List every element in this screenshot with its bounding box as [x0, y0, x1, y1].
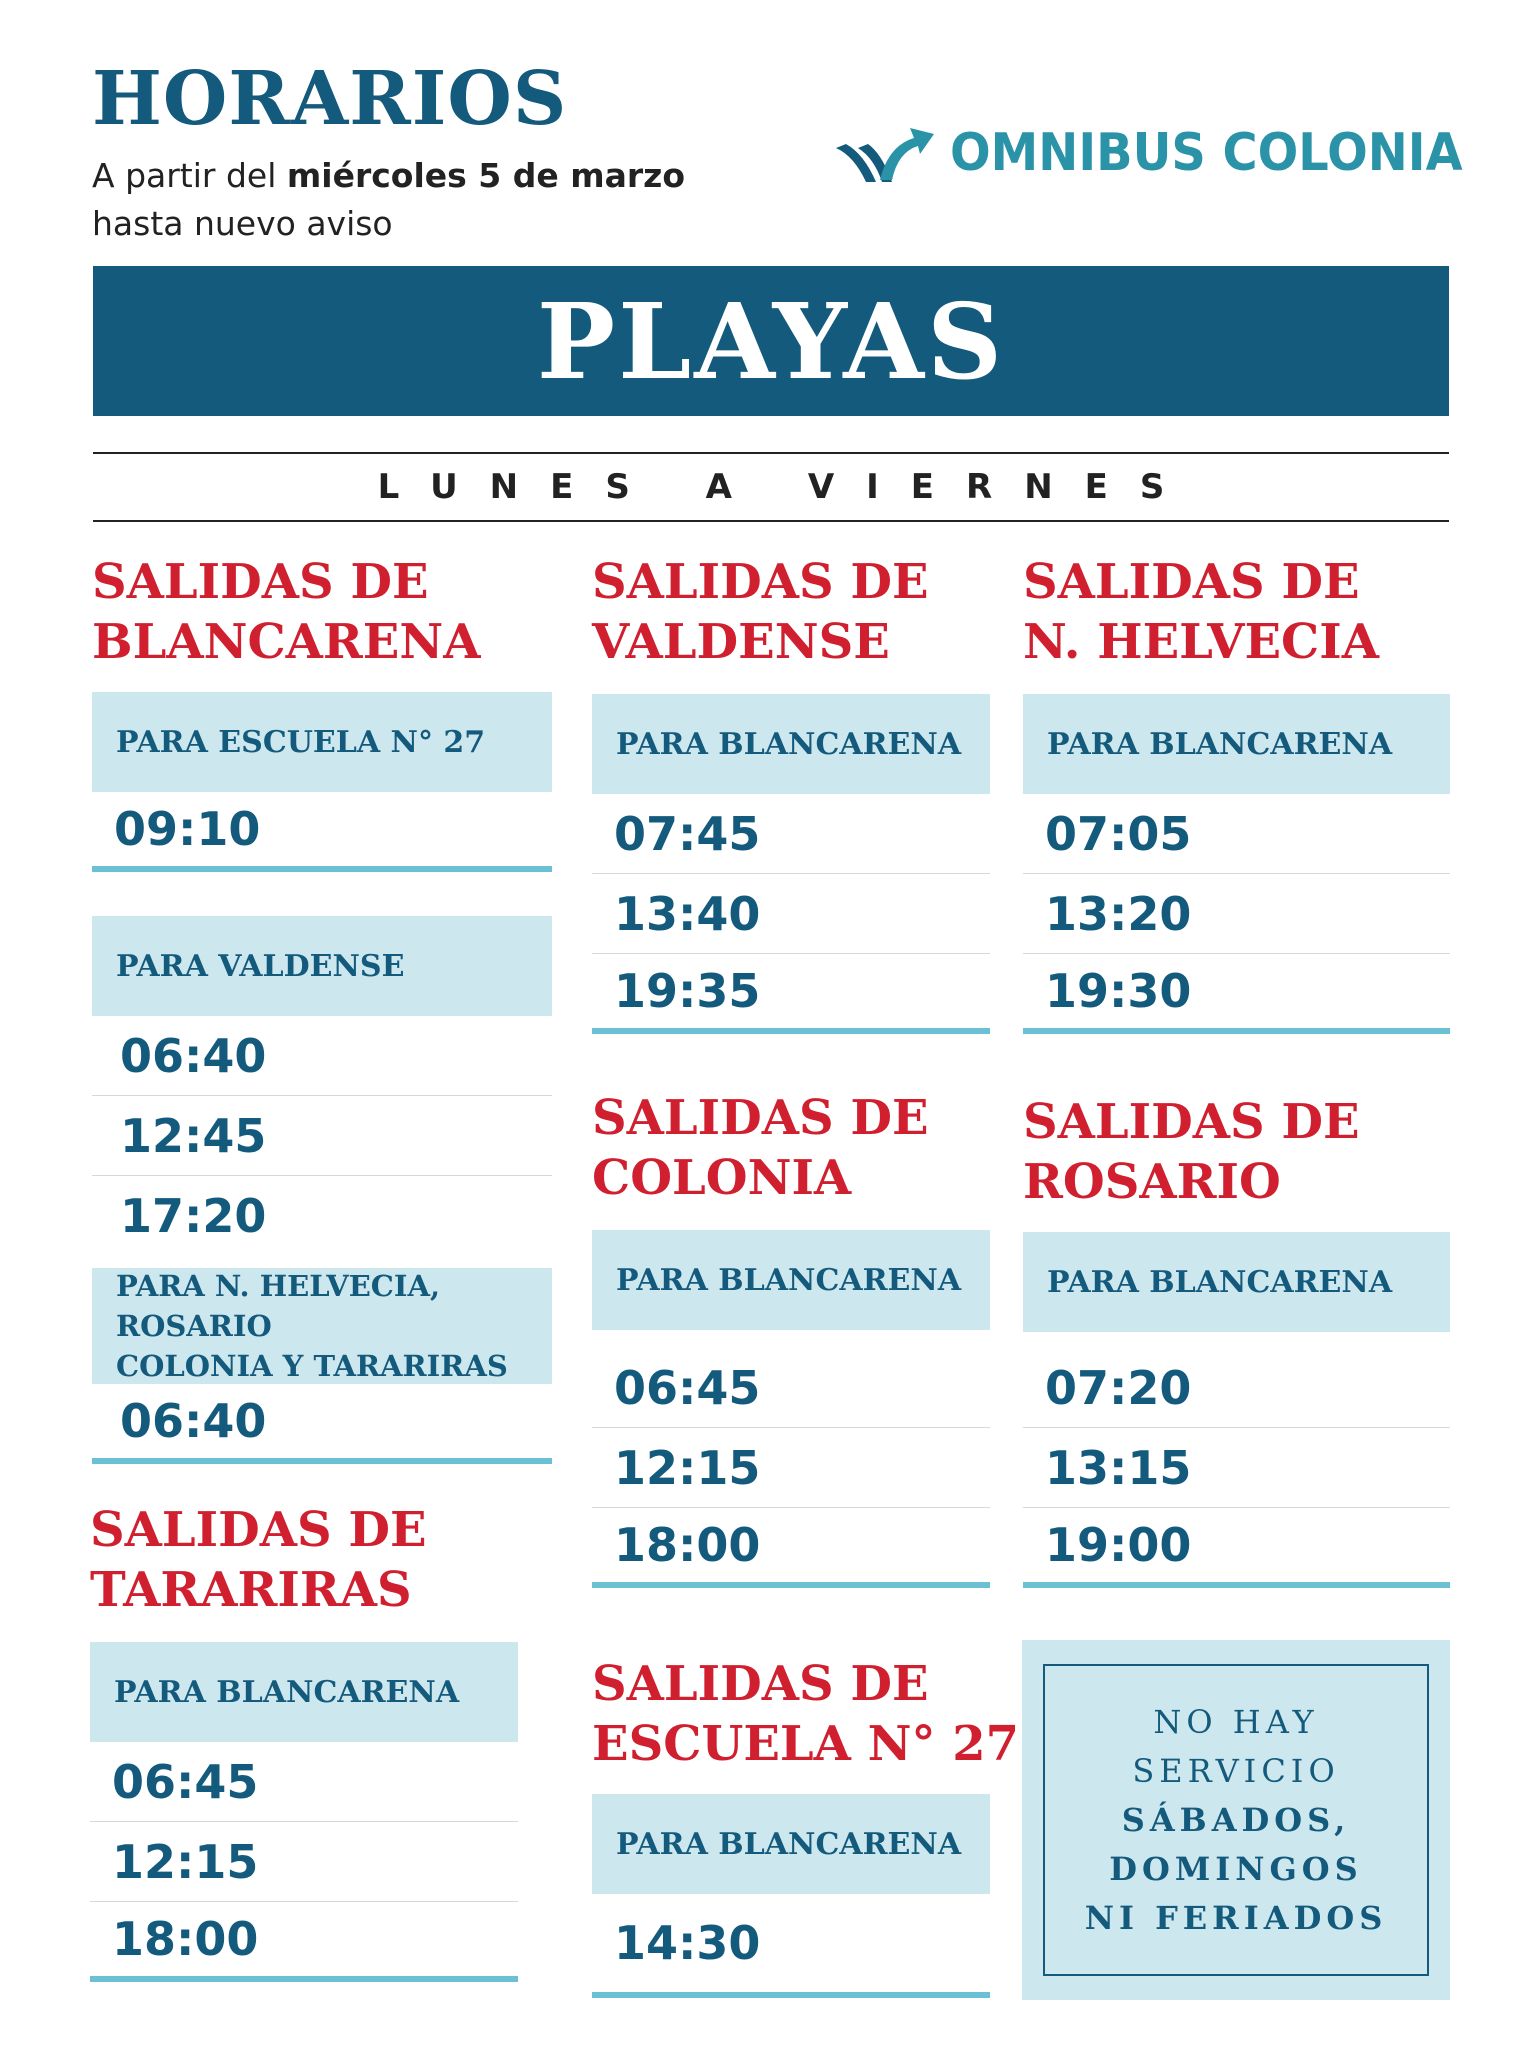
notice-line: SÁBADOS,: [1121, 1800, 1351, 1839]
subtitle-prefix: A partir del: [92, 156, 287, 195]
departure-time: 12:15: [90, 1822, 518, 1902]
route-destination: PARA BLANCARENA: [592, 694, 990, 794]
heading-colonia: [592, 1088, 929, 1208]
route-destination: PARA BLANCARENA: [90, 1642, 518, 1742]
heading-line: SALIDAS DE: [592, 1656, 929, 1712]
departure-time: 07:05: [1023, 794, 1450, 874]
heading-line: N. HELVECIA: [1023, 614, 1379, 670]
heading-valdense: [592, 552, 929, 672]
notice-line: DOMINGOS: [1109, 1849, 1363, 1888]
heading-escuela27: [592, 1654, 1019, 1774]
departure-time: 12:45: [92, 1096, 552, 1176]
route-colonia-blancarena: [592, 1230, 990, 1588]
bus-arrow-logo-icon: [832, 118, 936, 188]
route-blancarena-multi: [92, 1268, 552, 1464]
route-destination-line: PARA N. HELVECIA, ROSARIO: [116, 1269, 441, 1343]
subtitle-date: miércoles 5 de marzo: [286, 156, 686, 195]
route-rosario-blancarena: [1023, 1232, 1450, 1588]
heading-line: ESCUELA N° 27: [592, 1716, 1019, 1772]
notice-line: NO HAY: [1153, 1702, 1319, 1741]
route-destination: PARA ESCUELA N° 27: [92, 692, 552, 792]
route-escuela27-blancarena: [592, 1794, 990, 1998]
departure-time: 18:00: [592, 1508, 990, 1588]
route-destination-line: COLONIA Y TARARIRAS: [116, 1349, 508, 1383]
departure-time: 06:45: [90, 1742, 518, 1822]
heading-blancarena: [92, 552, 480, 672]
subtitle-line2: hasta nuevo aviso: [92, 204, 393, 243]
departure-time: 17:20: [120, 1189, 267, 1243]
route-valdense-blancarena: [592, 694, 990, 1034]
days-bar: [93, 452, 1449, 522]
notice-line: SERVICIO: [1132, 1751, 1340, 1790]
heading-line: SALIDAS DE: [1023, 1094, 1360, 1150]
heading-line: SALIDAS DE: [592, 554, 929, 610]
heading-line: SALIDAS DE: [592, 1090, 929, 1146]
notice-line: NI FERIADOS: [1084, 1898, 1388, 1937]
heading-line: SALIDAS DE: [90, 1502, 427, 1558]
route-tarariras-blancarena: [90, 1642, 518, 1982]
notice-frame: [1043, 1664, 1429, 1976]
departure-time: 13:20: [1023, 874, 1450, 954]
page-title: HORARIOS: [92, 56, 568, 142]
route-blancarena-escuela: [92, 692, 552, 872]
heading-tarariras: [90, 1500, 427, 1620]
route-nhelvecia-blancarena: [1023, 694, 1450, 1034]
departure-time: 19:30: [1023, 954, 1450, 1034]
heading-line: SALIDAS DE: [92, 554, 429, 610]
banner-title: PLAYAS: [536, 279, 1006, 403]
heading-line: COLONIA: [592, 1150, 852, 1206]
heading-rosario: [1023, 1092, 1360, 1212]
departure-time: 13:40: [592, 874, 990, 954]
departure-time: 06:40: [92, 1384, 552, 1464]
section-banner: [93, 266, 1449, 416]
departure-time: 12:15: [592, 1428, 990, 1508]
heading-line: ROSARIO: [1023, 1154, 1281, 1210]
no-service-notice: [1022, 1640, 1450, 2000]
heading-line: VALDENSE: [592, 614, 890, 670]
validity-subtitle: [92, 152, 685, 248]
departure-time: 19:00: [1023, 1508, 1450, 1588]
days-label: LUNES A VIERNES: [377, 467, 1197, 507]
route-destination: PARA BLANCARENA: [592, 1794, 990, 1894]
route-destination: [92, 1268, 552, 1384]
route-blancarena-valdense: [92, 916, 552, 1256]
route-destination: PARA BLANCARENA: [1023, 694, 1450, 794]
departure-time: 09:10: [92, 792, 552, 872]
departure-time: 13:15: [1023, 1428, 1450, 1508]
heading-nhelvecia: [1023, 552, 1379, 672]
heading-line: BLANCARENA: [92, 614, 481, 670]
brand-name: OMNIBUS COLONIA: [950, 123, 1463, 183]
heading-line: SALIDAS DE: [1023, 554, 1360, 610]
route-destination: PARA BLANCARENA: [1023, 1232, 1450, 1332]
route-destination: PARA VALDENSE: [92, 916, 552, 1016]
departure-time: 06:45: [592, 1348, 990, 1428]
departure-time: 07:45: [592, 794, 990, 874]
departure-time: 14:30: [592, 1894, 990, 1998]
departure-time: 06:40: [92, 1016, 552, 1096]
route-destination: PARA BLANCARENA: [592, 1230, 990, 1330]
departure-time: 07:20: [1023, 1348, 1450, 1428]
brand-logo: [832, 118, 1507, 188]
departure-time: 19:35: [592, 954, 990, 1034]
departure-time: 18:00: [90, 1902, 518, 1982]
heading-line: TARARIRAS: [90, 1562, 412, 1618]
